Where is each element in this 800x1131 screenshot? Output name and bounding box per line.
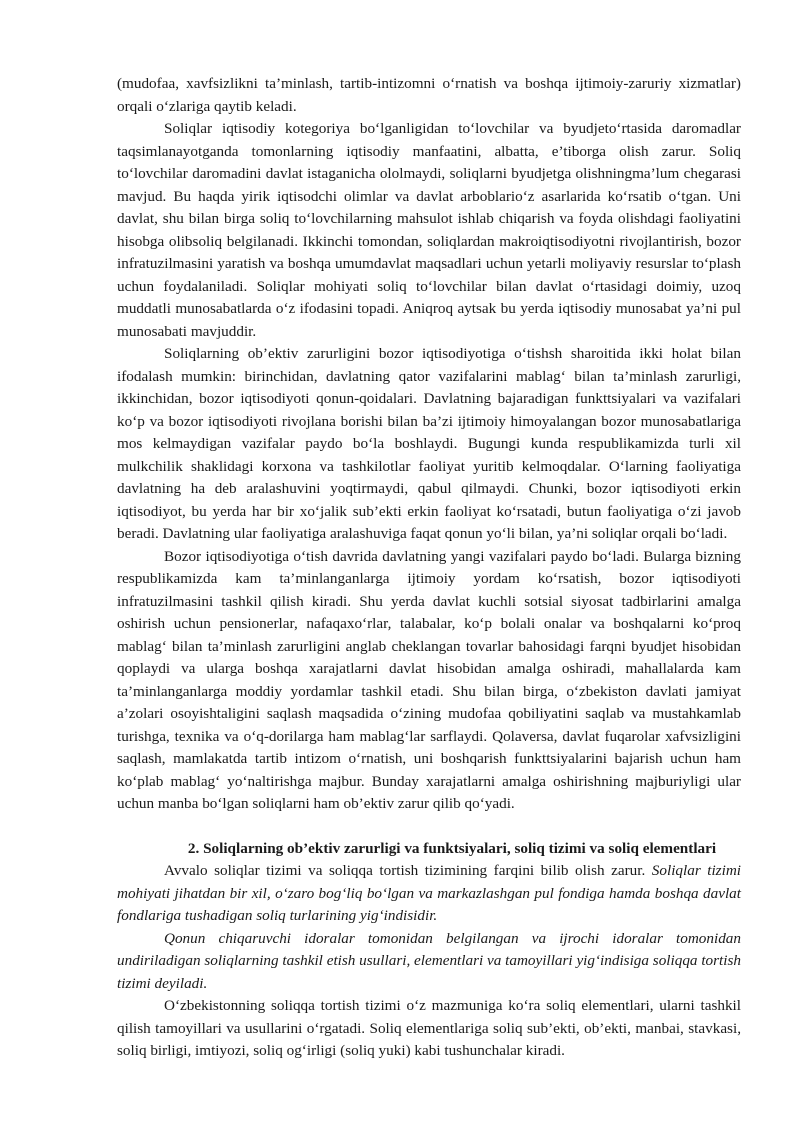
paragraph-text: Avvalo soliqlar tizimi va soliqqa tortish tizimining farqini bilib olish zarur. [164,862,652,879]
definition-paragraph: Qonun chiqaruvchi idoralar tomonidan belgilangan va ijrochi idoralar tomonidan undiriladigan soliqlarning tashkil etish usullari, elementlari va tamoyillari yig‘indisiga soliqqa tortish tizimi deyiladi. [117,929,741,992]
paragraph: Soliqlar iqtisodiy kotegoriya bo‘lganligidan to‘lovchilar va byudjeto‘rtasida daromadlar taqsimlanayotganda tomonlarning iqtisodiy manfaatini, albatta, e’tiborga olish zarur. Soliq to‘lovchilar daromadini davlat istaganicha ololmaydi, soliqlarni byudjetga olishningma’lum chegarasi mavjud. Bu haqda yirik iqtisodchi olimlar va davlat arboblario‘z asarlarida ko‘rsatib o‘tgan. Uni davlat, shu bilan birga soliq to‘lovchilarning mahsulot ishlab chiqarish va foyda olishdagi faoliyatini hisobga olibsoliq belgilanadi. Ikkinchi tomondan, soliqlardan makroiqtisodiyotni rivojlantirish, bozor infratuzilmasini yaratish va boshqa umumdavlat maqsadlari uchun yetarli moliyaviy resurslar to‘plash uchun foydalaniladi. Soliqlar mohiyati soliq to‘lovchilar bilan davlat o‘rtasidagi doimiy, uzoq muddatli munosabatlarda o‘z ifodasini topadi. Aniqroq aytsak bu yerda iqtisodiy munosabat ya’ni pul munosabati mavjuddir. [117,120,741,340]
document-body [117,73,741,1063]
paragraph [117,860,741,928]
paragraph: Soliqlarning ob’ektiv zarurligini bozor iqtisodiyotiga o‘tishsh sharoitida ikki holat bilan ifodalash mumkin: birinchidan, davlatning qator vazifalarini mablag‘ bilan ta’minlash zarurligi, ikkinchidan, bozor iqtisodiyoti qonun-qoidalari. Davlatning bajaradigan funkttsiyalari va vazifalari ko‘p va bozor iqtisodiyoti rivojlana borishi bilan ba’zi ijtimoiy himoyalangan bozor munosabatlariga mos kelmaydigan vazifalar paydo bo‘la boshlaydi. Bugungi kunda respublikamizda turli xil mulkchilik shaklidagi korxona va tashkilotlar faoliyat yuritib kelmoqdalar. O‘larning faoliyatiga davlatning ha deb aralashuvini yoqtirmaydi, qabul qilmaydi. Chunki, bozor iqtisodiyoti erkin iqtisodiyot, bu yerda har bir xo‘jalik sub’ekti erkin faoliyat ko‘rsatadi, butun faoliyatiga o‘zi javob beradi. Davlatning ular faoliyatiga aralashuviga faqat qonun yo‘li bilan, ya’ni soliqlar orqali bo‘ladi. [117,345,741,542]
paragraph: (mudofaa, xavfsizlikni ta’minlash, tartib-intizomni o‘rnatish va boshqa ijtimoiy-zaruriy xizmatlar) orqali o‘zlariga qaytib keladi. [117,75,741,115]
paragraph: Bozor iqtisodiyotiga o‘tish davrida davlatning yangi vazifalari paydo bo‘ladi. Bularga bizning respublikamizda kam ta’minlanganlarga ijtimoiy yordam ko‘rsatish, bozor iqtisodiyoti infratuzilmasini tashkil qilish kiradi. Shu yerda davlat kuchli sotsial siyosat tadbirlarini amalga oshirish uchun pensionerlar, nafaqaxo‘rlar, talabalar, ko‘p bolali onalar va boshqalarni ko‘proq mablag‘ bilan ta’minlash zarurligini anglab cheklangan tovarlar bahosidagi farqni byudjet hisobidan qoplaydi va ularga boshqa xarajatlarni davlat hisobidan amalga oshiradi, mahallalarda kam ta’minlanganlarga moddiy yordamlar tashkil etadi. Shu bilan birga, o‘zbekiston davlati jamiyat a’zolari osoyishtaligini saqlash maqsadida o‘zining mudofaa qobiliyatini saqlab va mustahkamlab turishga, texnika va o‘q-dorilarga ham mablag‘lar sarflaydi. Qolaversa, davlat fuqarolar xafvsizligini saqlash, mamlakatda tartib intizom o‘rnatish, uni boshqarish funkttsiyalarini bajarish uchun ham ko‘plab mablag‘ yo‘naltirishga majbur. Bunday xarajatlarni amalga oshirishning majburiyligi ular uchun manba bo‘lgan soliqlarni ham ob’ektiv zarur qilib qo‘yadi. [117,547,741,812]
definition-text: Soliqlar tizimi mohiyati jihatdan bir xil, o‘zaro bog‘liq bo‘lgan va markazlashgan pul fondiga hamda boshqa davlat fondlariga tushadigan soliq turlarining yig‘indisidir. [117,862,742,924]
paragraph: O‘zbekistonning soliqqa tortish tizimi o‘z mazmuniga ko‘ra soliq elementlari, ularni tashkil qilish tamoyillari va usullarini o‘rgatadi. Soliq elementlariga soliq sub’ekti, ob’ekti, manbai, stavkasi, soliq birligi, imtiyozi, soliq og‘irligi (soliq yuki) kabi tushunchalar kiradi. [117,997,741,1059]
section-heading: 2. Soliqlarning ob’ektiv zarurligi va funktsiyalari, soliq tizimi va soliq elementlari [187,839,717,857]
spacer [117,816,741,838]
